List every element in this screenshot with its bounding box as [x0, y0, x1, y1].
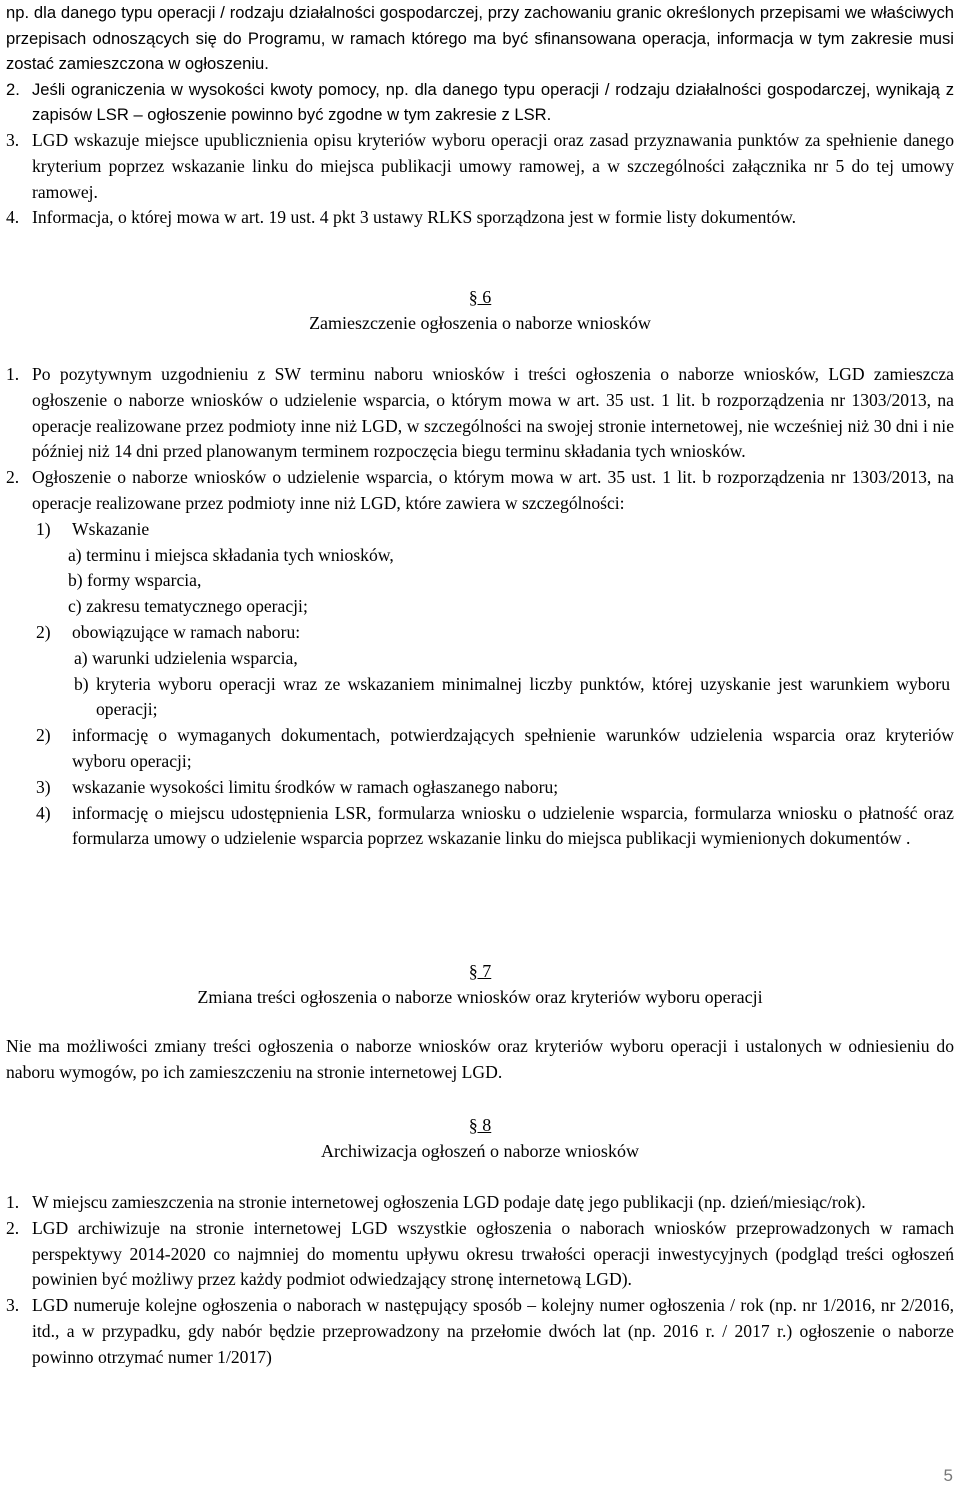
sub-list-item: 1) Wskazanie — [36, 518, 150, 539]
section-6-body — [6, 362, 954, 852]
sub-list-item: 3) wskazanie wysokości limitu środków w ramach ogłaszanego naboru; — [36, 776, 559, 797]
list-item: 1. Po pozytywnym uzgodnieniu z SW terminu naboru wniosków i treści ogłoszenia o naborze wniosków, LGD zamieszcza ogłoszenie o naborze wniosków o udzielenie wsparcia, o którym mowa w art. 35 ust. 1 lit. b rozporządzenia nr 1303/2013, na operacje realizowane przez podmioty inne niż LGD, w szczególności na swojej stronie internetowej, nie wcześniej niż 30 dni i nie później niż 14 dni przed planowanym terminem rozpoczęcia biegu terminu składania tych wniosków. — [6, 364, 954, 462]
section-7-body: Nie ma możliwości zmiany treści ogłoszenia o naborze wniosków oraz kryteriów wyboru operacji i ustalonych w odniesieniu do naboru wymogów, po ich zamieszczeniu na stronie internetowej LGD. — [6, 1036, 954, 1082]
list-item: 1. W miejscu zamieszczenia na stronie internetowej ogłoszenia LGD podaje datę jego publikacji (np. dzień/miesiąc/rok). — [6, 1192, 866, 1212]
section-8-header — [0, 1112, 960, 1164]
list-item: 2. Jeśli ograniczenia w wysokości kwoty pomocy, np. dla danego typu operacji / rodzaju działalności gospodarczej, wynikają z zapisów LSR – ogłoszenie powinno być zgodne w tym zakresie z LSR. — [6, 79, 954, 125]
section-mark: § 7 — [468, 961, 492, 981]
list-item: 3. LGD numeruje kolejne ogłoszenia o naborach w następujący sposób – kolejny numer ogłoszenia / rok (np. nr 1/2016, nr 2/2016, itd., a w przypadku, gdy nabór będzie przeprowadzony na przełomie dwóch lat (np. 2016 r. / 2017 r.) ogłoszenie o naborze powinno otrzymać numer 1/2017) — [6, 1295, 954, 1367]
sub-sub-list: a) terminu i miejsca składania tych wniosków, b) formy wsparcia, c) zakresu tematycznego operacji; — [68, 544, 394, 617]
section-mark: § 6 — [468, 287, 492, 307]
top-block — [6, 0, 954, 128]
section-mark: § 8 — [468, 1115, 492, 1135]
section-8-body — [6, 1190, 954, 1371]
top-list-serif — [6, 128, 954, 231]
sub-list-item: 4) informację o miejscu udostępnienia LSR, formularza wniosku o udzielenie wsparcia, formularza wniosku o płatność oraz formularza umowy o udzielenie wsparcia poprzez wskazanie linku do miejsca publikacji wymienionych dokumentów . — [36, 802, 954, 849]
intro-paragraph: np. dla danego typu operacji / rodzaju działalności gospodarczej, przy zachowaniu granic określonych przepisami we właściwych przepisach odnoszących się do Programu, w ramach którego ma być sfinansowana operacja, informacja w tym zakresie musi zostać zamieszczona w ogłoszeniu. — [6, 3, 954, 74]
list-item: 2. Ogłoszenie o naborze wniosków o udzielenie wsparcia, o którym mowa w art. 35 ust. 1 lit. b rozporządzenia nr 1303/2013, na operacje realizowane przez podmioty inne niż LGD, które zawiera w szczególności: — [6, 467, 954, 513]
section-6-header — [0, 284, 960, 336]
sub-list-item: 2) obowiązujące w ramach naboru: — [36, 621, 301, 642]
sub-list-item: 2) informację o wymaganych dokumentach, potwierdzających spełnienie warunków udzielenia wsparcia oraz kryteriów wyboru operacji; — [36, 725, 954, 771]
page-number: 5 — [943, 1466, 953, 1485]
section-title: Zmiana treści ogłoszenia o naborze wniosków oraz kryteriów wyboru operacji — [197, 987, 763, 1007]
section-7-header — [0, 958, 960, 1010]
sub-sub-list: a) warunki udzielenia wsparcia, b) kryteria wyboru operacji wraz ze wskazaniem minimalnej liczby punktów, której uzyskanie jest warunkiem wyboru operacji; — [74, 647, 950, 720]
section-title: Archiwizacja ogłoszeń o naborze wniosków — [321, 1141, 639, 1161]
list-item: 3. LGD wskazuje miejsce upublicznienia opisu kryteriów wyboru operacji oraz zasad przyznawania punktów za spełnienie danego kryterium poprzez wskazanie linku do miejsca publikacji umowy ramowej, a w szczególności załącznika nr 5 do tej umowy ramowej. — [6, 130, 954, 202]
section-title: Zamieszczenie ogłoszenia o naborze wniosków — [309, 313, 651, 333]
list-item: 2. LGD archiwizuje na stronie internetowej LGD wszystkie ogłoszenia o naborach wniosków przeprowadzonych w ramach perspektywy 2014-2020 co najmniej do momentu upływu okresu trwałości operacji inwestycyjnych (podgląd treści ogłoszeń powinien być możliwy przez każdy podmiot odwiedzający stronę internetową LGD). — [6, 1217, 954, 1290]
list-item: 4. Informacja, o której mowa w art. 19 ust. 4 pkt 3 ustawy RLKS sporządzona jest w formie listy dokumentów. — [6, 207, 797, 228]
